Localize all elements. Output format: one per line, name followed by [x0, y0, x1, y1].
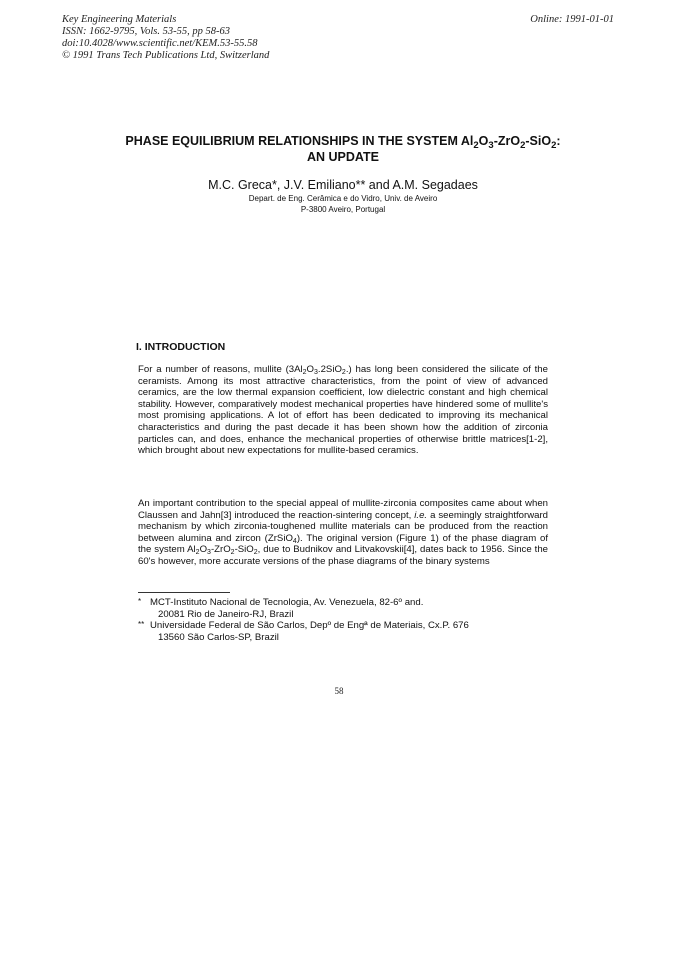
footnote-mark: ** [138, 620, 145, 630]
journal-header [62, 14, 269, 62]
footnote-mark: * [138, 597, 142, 606]
issn-line: ISSN: 1662-9795, Vols. 53-55, pp 58-63 [62, 26, 230, 37]
affiliation-line: Depart. de Eng. Cerâmica e do Vidro, Univ. de Aveiro [248, 194, 438, 203]
paper-title: PHASE EQUILIBRIUM RELATIONSHIPS IN THE SYSTEM $Al_2O_3-ZrO_2-SiO_2$: AN UPDATE [125, 134, 561, 164]
section-heading: I. INTRODUCTION [136, 341, 226, 353]
copyright-line: © 1991 Trans Tech Publications Ltd, Switzerland [62, 50, 270, 61]
page-number: 58 [334, 686, 344, 696]
footnote-text: Universidade Federal de São Carlos, Depº de Engª de Materiais, Cx.P. 676 [150, 620, 469, 632]
journal-name: Key Engineering Materials [62, 14, 177, 25]
body-paragraph: For a number of reasons, mullite $(3Al_2O_3.2SiO_2.)$ has long been considered the silicate of the ceramists. Among its most attractive characteristics, from the point of view of advanced ceramics, are the low thermal expansion coefficient, low dielectric constant and high chemical stability. However, comparatively modest mechanical properties have hindered some of mullite's most promising applications. A lot of effort has been dedicated to improving its mechanical characteristics and during the past decade it has been shown how the addition of zirconia particles can, and does, enhance the mechanical properties of otherwise brittle matrices[1-2], which brought about new expectations for mullite-based ceramics. [138, 364, 548, 457]
doi-line: doi:10.4028/www.scientific.net/KEM.53-55.58 [62, 38, 258, 49]
footnote-text: 13560 São Carlos-SP, Brazil [158, 631, 279, 643]
body-paragraph: An important contribution to the special appeal of mullite-zirconia composites came about when Claussen and Jahn[3] introduced the reaction-sintering concept, i.e. a seemingly straightforward mechanism by which zirconia-toughened mullite materials can be produced from the reaction between alumina and zircon (ZrSiO$_4$). The original version (Figure 1) of the phase diagram of the system $Al_2O_3-ZrO_2-SiO_2$, due to Budnikov and Litvakovskii[4], dates back to 1956. Since the 60's however, more accurate versions of the phase diagrams of the binary systems [138, 498, 548, 567]
footnotes [138, 597, 558, 643]
footnote [138, 620, 558, 643]
footnote [138, 597, 558, 620]
author-list: M.C. Greca*, J.V. Emiliano** and A.M. Segadaes [208, 178, 478, 192]
online-date: Online: 1991-01-01 [530, 14, 614, 25]
footnote-text: MCT-Instituto Nacional de Tecnologia, Av. Venezuela, 82-6º and. [150, 597, 424, 608]
affiliation-line: P-3800 Aveiro, Portugal [300, 204, 386, 214]
footnote-text: 20081 Rio de Janeiro-RJ, Brazil [158, 608, 294, 620]
affiliation [120, 194, 566, 215]
footnote-divider [138, 592, 230, 593]
